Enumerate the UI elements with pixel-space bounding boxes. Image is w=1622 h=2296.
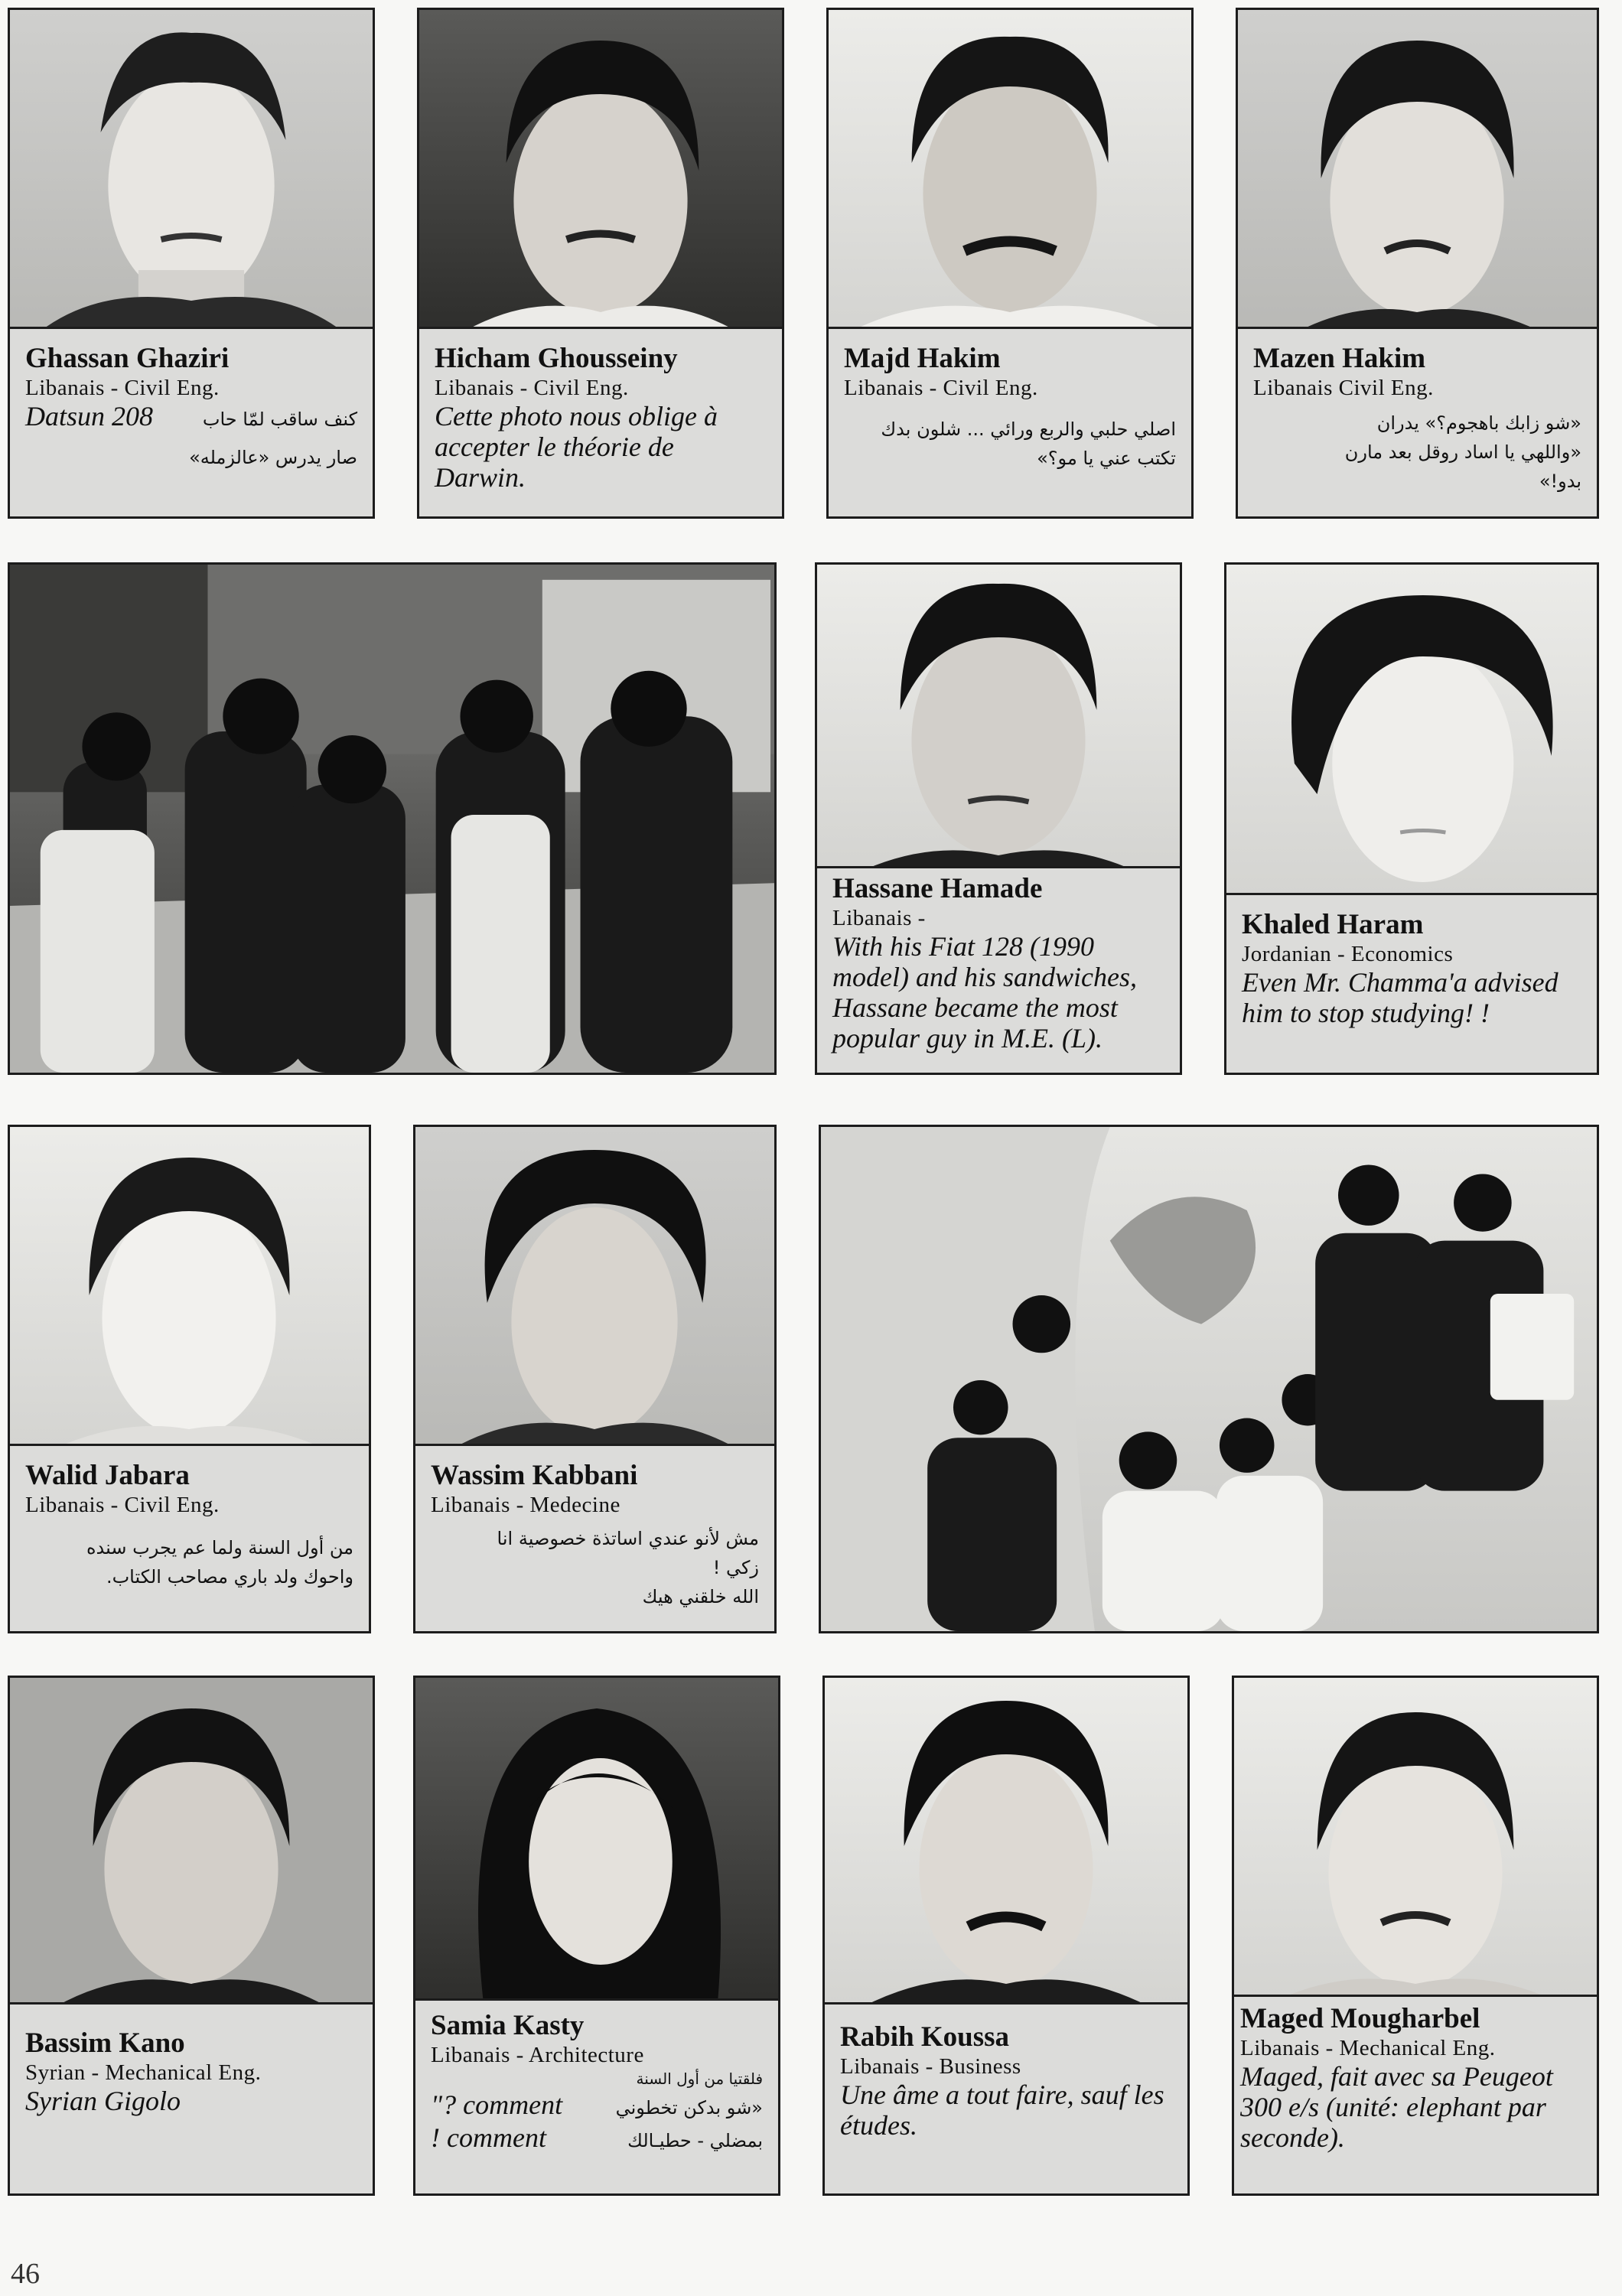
student-name: Hassane Hamade <box>832 873 1043 904</box>
page-number: 46 <box>11 2258 40 2290</box>
portrait-photo <box>415 1127 774 1448</box>
student-name: Rabih Koussa <box>840 2021 1010 2053</box>
arabic-caption-line: «شو زابك باهجوم؟» يدران <box>1376 412 1581 434</box>
portrait-photo <box>10 10 373 331</box>
caption-box <box>1226 893 1597 1073</box>
portrait-photo <box>10 1678 373 2007</box>
caption-box <box>10 2002 373 2193</box>
arabic-caption-line: تكتب عني يا مو؟» <box>1037 448 1176 469</box>
portrait-photo <box>10 1127 369 1448</box>
arabic-caption-line: «واللهي يا اساد روقل بعد مارن <box>1344 441 1581 463</box>
caption-box <box>1238 327 1597 516</box>
student-quote: With his Fiat 128 (1990 model) and his sandwiches, Hassane became the most popular guy in M.E. (L). <box>832 931 1137 1054</box>
arabic-caption-line: فلقتيا من أول السنة <box>636 2070 763 2088</box>
student-info: Libanais Civil Eng. <box>1253 376 1434 400</box>
arabic-caption-line: «شو بدكن تخطوني <box>615 2097 763 2119</box>
arabic-caption-line: مش لأنو عندي اساتذة خصوصية انا <box>497 1528 759 1549</box>
student-card-maged-mougharbel <box>1232 1676 1599 2196</box>
student-info: Libanais - Civil Eng. <box>435 376 629 400</box>
group-photo-street <box>8 562 777 1075</box>
arabic-caption-line: واحوك ولد باري مصاحب الكتاب. <box>106 1566 353 1588</box>
portrait-photo <box>817 565 1180 871</box>
student-info: Syrian - Mechanical Eng. <box>25 2060 262 2085</box>
student-card-khaled-haram <box>1224 562 1599 1075</box>
student-info: Libanais - Civil Eng. <box>25 376 220 400</box>
portrait-photo <box>415 1678 778 2003</box>
student-card-wassim-kabbani <box>413 1125 777 1633</box>
portrait-photo <box>829 10 1191 331</box>
arabic-caption-line: بدو!» <box>1539 471 1581 492</box>
student-quote: Cette photo nous oblige à accepter le théorie de Darwin. <box>435 401 718 493</box>
student-name: Mazen Hakim <box>1253 343 1426 374</box>
student-name: Maged Mougharbel <box>1240 2003 1480 2034</box>
student-card-walid-jabara <box>8 1125 371 1633</box>
student-name: Majd Hakim <box>844 343 1001 374</box>
arabic-caption-line: الله خلقني هيك <box>642 1586 759 1607</box>
portrait-photo <box>1238 10 1597 331</box>
student-card-majd-hakim <box>826 8 1194 519</box>
student-card-rabih-koussa <box>822 1676 1190 2196</box>
student-quote: "? comment <box>431 2089 563 2120</box>
student-info: Libanais - Mechanical Eng. <box>1240 2036 1496 2060</box>
caption-box <box>415 1444 774 1631</box>
student-name: Walid Jabara <box>25 1460 190 1491</box>
student-info: Jordanian - Economics <box>1242 942 1454 966</box>
student-info: Libanais - <box>832 906 926 930</box>
caption-box <box>10 1444 369 1631</box>
arabic-caption-line: بمضلي - حطيـالك <box>627 2130 763 2151</box>
portrait-photo <box>825 1678 1187 2007</box>
student-card-ghassan-ghaziri <box>8 8 375 519</box>
student-quote: Syrian Gigolo <box>25 2086 181 2116</box>
student-card-bassim-kano <box>8 1676 375 2196</box>
student-name: Khaled Haram <box>1242 909 1424 940</box>
student-quote: Une âme a tout faire, sauf les études. <box>840 2079 1164 2141</box>
arabic-caption-line: زكي ! <box>712 1557 759 1578</box>
student-card-mazen-hakim <box>1236 8 1599 519</box>
portrait-photo <box>419 10 782 331</box>
arabic-caption-line: من أول السنة ولما عم يجرب سنده <box>86 1537 353 1558</box>
portrait-photo <box>1234 1678 1597 1999</box>
student-info: Libanais - Civil Eng. <box>844 376 1038 400</box>
caption-box <box>829 327 1191 516</box>
student-quote: ! comment <box>431 2122 546 2153</box>
caption-box <box>419 327 782 516</box>
caption-box <box>415 1998 778 2193</box>
student-name: Wassim Kabbani <box>431 1460 638 1491</box>
student-card-hassane-hamade <box>815 562 1182 1075</box>
group-photo-friends <box>819 1125 1599 1633</box>
caption-box <box>10 327 373 516</box>
caption-box <box>1234 1995 1597 2193</box>
student-info: Libanais - Architecture <box>431 2043 644 2067</box>
student-card-hicham-ghousseiny <box>417 8 784 519</box>
caption-box <box>825 2002 1187 2193</box>
student-info: Libanais - Business <box>840 2054 1021 2079</box>
arabic-caption-line: كنف ساقب لمّا حاب <box>202 409 357 430</box>
student-quote: Maged, fait avec sa Peugeot 300 e/s (unité: elephant par seconde). <box>1240 2061 1553 2153</box>
caption-box <box>817 866 1180 1073</box>
student-name: Bassim Kano <box>25 2027 185 2059</box>
arabic-caption-line: اصلي حلبي والربع ورائي ... شلون بدك <box>881 418 1176 440</box>
student-quote: Even Mr. Chamma'a advised him to stop studying! ! <box>1242 967 1558 1028</box>
student-name: Hicham Ghousseiny <box>435 343 678 374</box>
portrait-photo <box>1226 565 1597 897</box>
student-quote: Datsun 208 <box>25 401 154 432</box>
student-card-samia-kasty <box>413 1676 780 2196</box>
student-info: Libanais - Civil Eng. <box>25 1493 220 1517</box>
student-name: Ghassan Ghaziri <box>25 343 230 374</box>
arabic-caption-line: صار يدرس «عالزمله» <box>189 447 357 468</box>
student-name: Samia Kasty <box>431 2010 585 2041</box>
student-info: Libanais - Medecine <box>431 1493 620 1517</box>
